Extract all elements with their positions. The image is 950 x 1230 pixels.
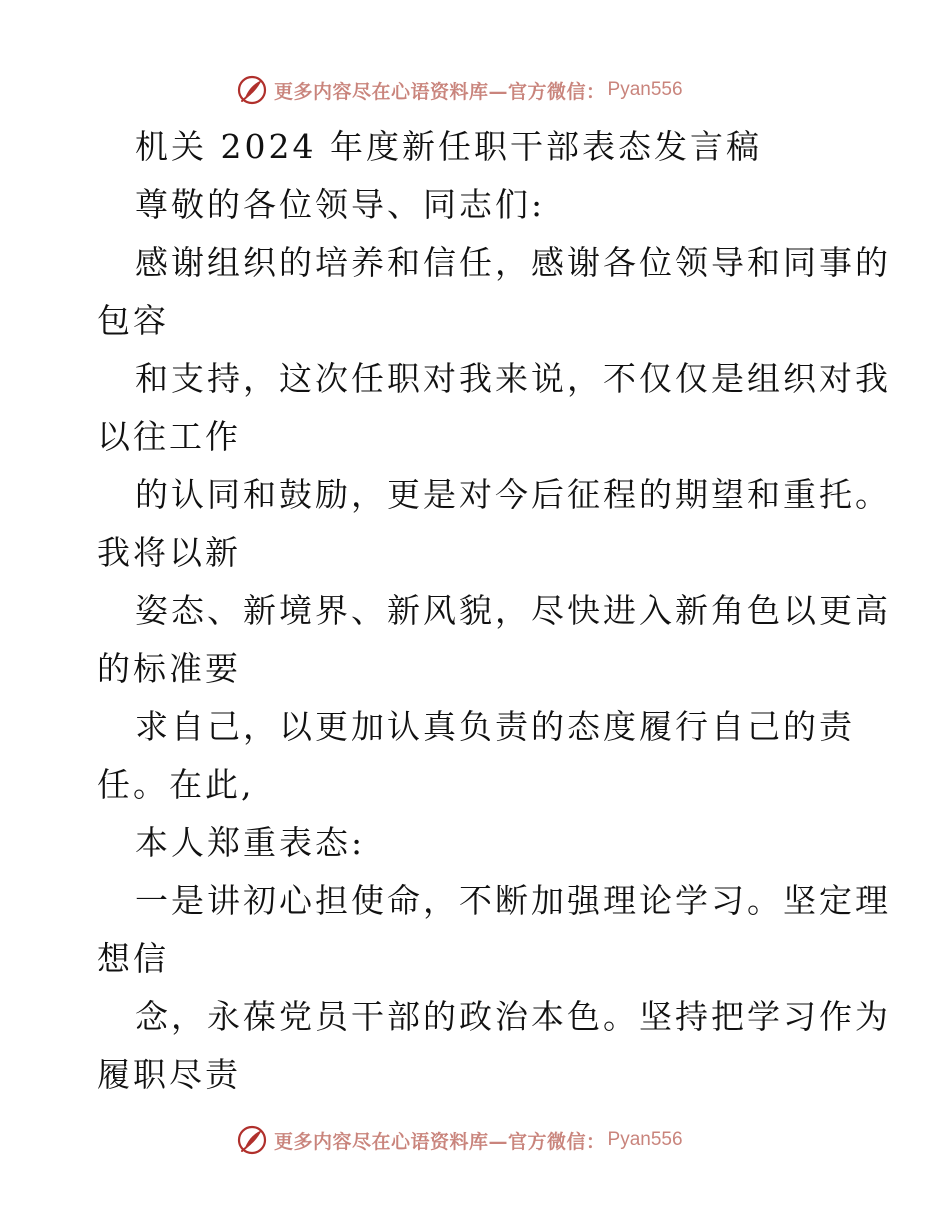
text-line: 一是讲初心担使命，不断加强理论学习。坚定理 bbox=[135, 881, 891, 920]
text-line: 任。在此, bbox=[97, 765, 255, 804]
watermark-text: 更多内容尽在心语资料库—官方微信： bbox=[274, 1130, 606, 1153]
text-line: 本人郑重表态: bbox=[135, 823, 366, 862]
text-line: 想信 bbox=[97, 939, 169, 978]
text-line: 以往工作 bbox=[97, 417, 241, 456]
header-watermark bbox=[236, 73, 683, 107]
text-line: 和支持，这次任职对我来说，不仅仅是组织对我 bbox=[135, 359, 891, 398]
text-line: 机关 2024 年度新任职干部表态发言稿 bbox=[135, 127, 762, 166]
text-line: 的认同和鼓励，更是对今后征程的期望和重托。 bbox=[135, 475, 891, 514]
text-line: 求自己，以更加认真负责的态度履行自己的责 bbox=[135, 707, 855, 746]
text-line: 的标准要 bbox=[97, 649, 241, 688]
text-line: 包容 bbox=[97, 301, 169, 340]
watermark-wechat-id: Pyan556 bbox=[607, 1129, 683, 1150]
text-line: 尊敬的各位领导、同志们: bbox=[135, 185, 546, 224]
watermark-wechat-id: Pyan556 bbox=[607, 79, 683, 100]
text-line: 念，永葆党员干部的政治本色。坚持把学习作为 bbox=[135, 997, 891, 1036]
watermark-text: 更多内容尽在心语资料库—官方微信： bbox=[274, 80, 606, 103]
text-line: 我将以新 bbox=[97, 533, 241, 572]
text-line: 姿态、新境界、新风貌，尽快进入新角色以更高 bbox=[135, 591, 891, 630]
footer-watermark bbox=[236, 1123, 683, 1157]
quill-logo-icon bbox=[236, 74, 268, 106]
quill-logo-icon bbox=[236, 1124, 268, 1156]
text-line: 感谢组织的培养和信任，感谢各位领导和同事的 bbox=[135, 243, 891, 282]
text-line: 履职尽责 bbox=[97, 1055, 241, 1094]
document-body bbox=[97, 118, 891, 1104]
